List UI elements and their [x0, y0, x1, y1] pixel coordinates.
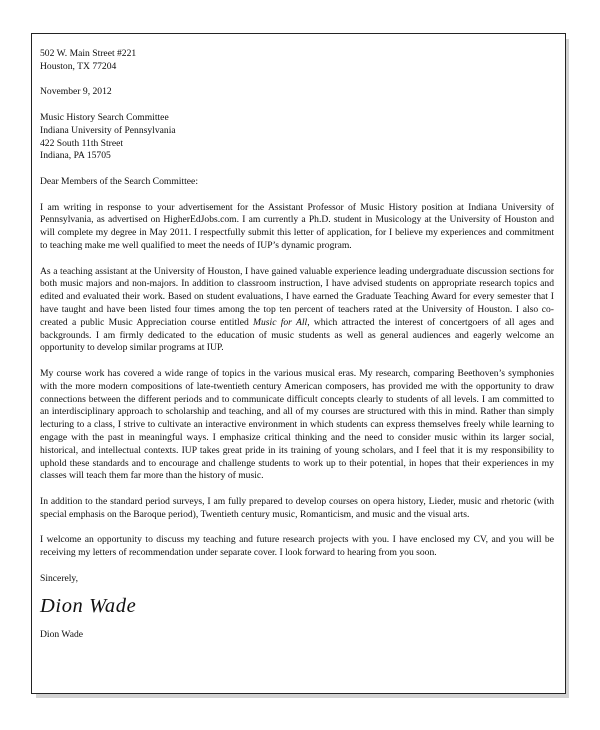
paragraph-coursework-research: My course work has covered a wide range of topics in the various musical eras. My research, comparing Beethoven’s symphonies with the more modern compositions of late-twentieth century American composers, has provided me with the opportunity to draw connections between the different periods and to communicate difficult concepts clearly to students of all levels. I am committed to an interdisciplinary approach to scholarship and teaching, and all of my courses are structured with this in mind. Rather than simply lecturing to a class, I strive to cultivate an interactive environment in which students can express themselves freely while learning to engage with the past in meaningful ways. I emphasize critical thinking and the need to consider music within its larger social, historical, and intellectual contexts. IUP takes great pride in its training of young scholars, and I feel that it is my responsibility to uphold these standards and to encourage and challenge students to work up to their potential, in hopes that their experiences in my classes will teach them far more than the history of music.	[40, 367, 554, 482]
recipient-address-line: Indiana University of Pennsylvania	[40, 124, 176, 136]
course-title-italic: Music for All	[253, 316, 308, 328]
paragraph-closing-invitation: I welcome an opportunity to discuss my teaching and future research projects with you. I have enclosed my CV, and you will be receiving my letters of recommendation under separate cover. I look forward to hearing from you soon.	[40, 534, 554, 559]
paragraph-intro: I am writing in response to your advertisement for the Assistant Professor of Music History position at Indiana University of Pennsylvania, as advertised on HigherEdJobs.com. I am currently a Ph.D. student in Musicology at the University of Houston and will complete my degree in May 2011. I respectfully submit this letter of application, for I believe my experiences and commitment to teaching make me well qualified to meet the needs of IUP’s dynamic program.	[40, 201, 554, 251]
signature-script: Dion Wade	[40, 595, 137, 618]
spacer	[40, 355, 554, 368]
spacer	[40, 189, 554, 202]
recipient-address-line: Indiana, PA 15705	[40, 150, 111, 162]
spacer	[40, 99, 554, 112]
spacer	[40, 585, 554, 594]
paragraph-text-before-title: As a teaching assistant at the University of Houston, I have gained valuable experience leading undergraduate discussion sections for both music majors and non-majors. In addition to classroom instruction, I have advised students on appropriate research topics and edited and evaluated their work. Based on student evaluations, I have earned the Graduate Teaching Award for every semester that I have taught and have been listed four times among the top ten percent of teachers rated at the University of Houston. I also co-created a public Music Appreciation course entitled	[40, 265, 554, 328]
sender-address-line: Houston, TX 77204	[40, 60, 117, 72]
spacer	[40, 483, 554, 496]
paragraph-courses-offered: In addition to the standard period surveys, I am fully prepared to develop courses on opera history, Lieder, music and rhetoric (with special emphasis on the Baroque period), Twentieth century music, Romanticism, and music and the visual arts.	[40, 495, 554, 520]
paragraph-teaching-experience	[40, 266, 554, 356]
spacer	[40, 74, 554, 87]
letter-body	[40, 48, 554, 642]
closing-salutation: Sincerely,	[40, 572, 79, 584]
letter-date: November 9, 2012	[40, 86, 112, 98]
recipient-address-line: 422 South 11th Street	[40, 137, 124, 149]
spacer	[40, 521, 554, 534]
spacer	[40, 618, 554, 629]
spacer	[40, 253, 554, 266]
paragraph-text-after-title: , which attracted the interest of concertgoers of all ages and backgrounds. I am firmly dedicated to the education of music students as well as general audiences and eagerly welcome an opportunity to develop similar programs at IUP.	[40, 316, 554, 354]
recipient-address-line: Music History Search Committee	[40, 111, 169, 123]
spacer	[40, 560, 554, 573]
salutation: Dear Members of the Search Committee:	[40, 175, 198, 187]
letter-page	[31, 33, 566, 694]
sender-address-block	[40, 48, 554, 74]
sender-address-line: 502 W. Main Street #221	[40, 48, 137, 59]
recipient-address-block	[40, 112, 554, 163]
signature-printed-name: Dion Wade	[40, 629, 84, 641]
spacer	[40, 163, 554, 176]
